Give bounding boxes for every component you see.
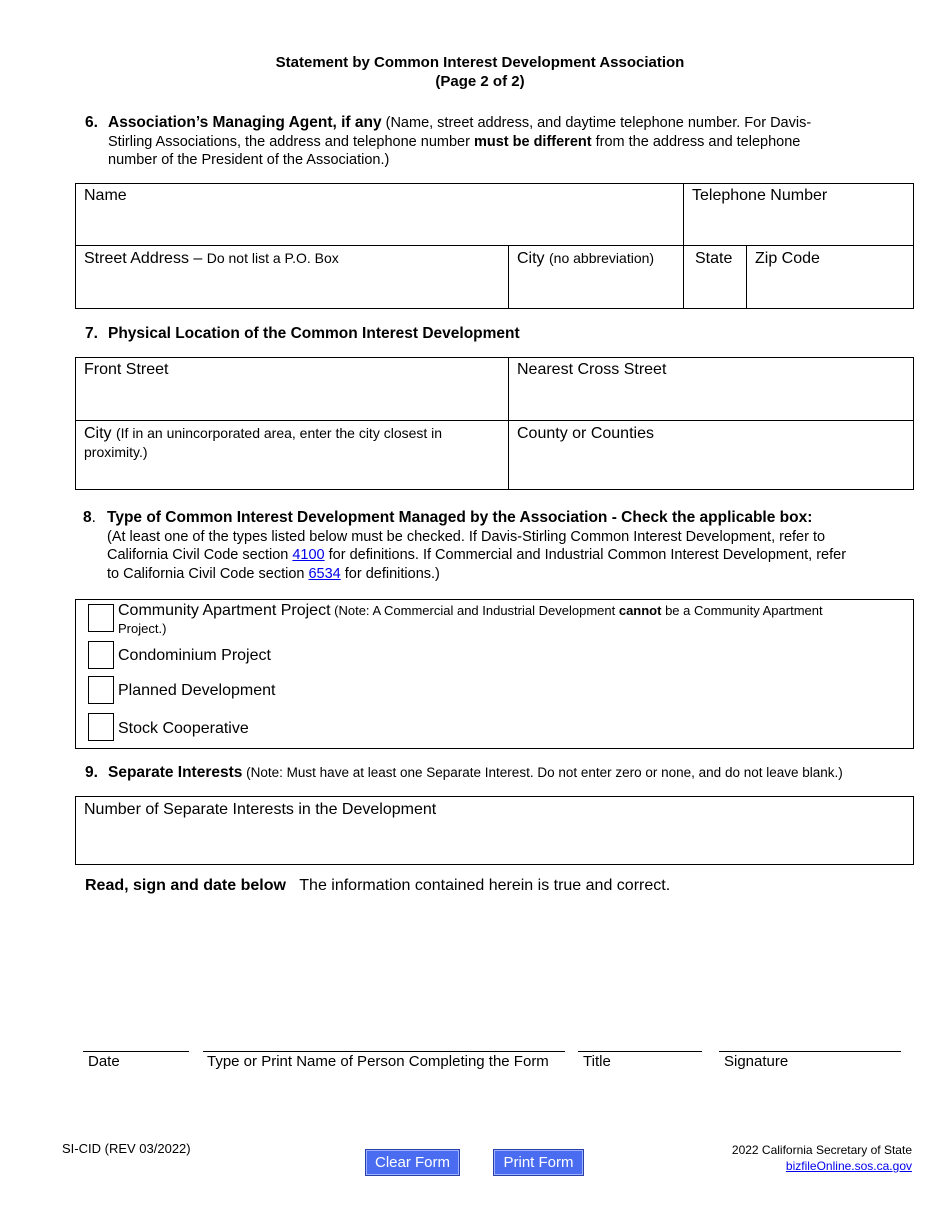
section-9-heading	[108, 764, 928, 783]
form-revision: SI-CID (REV 03/2022)	[62, 1141, 191, 1156]
location-city-note: (If in an unincorporated area, enter the city closest in	[116, 425, 443, 441]
section-8-number: 8.	[83, 509, 96, 526]
name-line[interactable]	[203, 1051, 565, 1052]
section-6-note-d: number of the President of the Association.)	[108, 152, 390, 168]
community-apartment-checkbox[interactable]	[88, 604, 114, 632]
signature-statement: The information contained herein is true and correct.	[299, 877, 671, 894]
agent-phone-label: Telephone Number	[692, 187, 828, 204]
section-9-number: 9.	[85, 764, 98, 781]
agent-city-field[interactable]	[509, 246, 683, 308]
section-8-note-2a: California Civil Code section	[107, 547, 293, 563]
section-9-title: Separate Interests	[108, 764, 243, 781]
front-street-field[interactable]	[76, 357, 507, 419]
condominium-label: Condominium Project	[118, 647, 271, 664]
agent-state-label: State	[695, 250, 733, 267]
section-8-heading	[107, 509, 907, 583]
community-apartment-label: Community Apartment Project	[118, 602, 331, 619]
section-9-note: (Note: Must have at least one Separate Interest. Do not enter zero or none, and do not leave blank.)	[242, 765, 843, 780]
print-form-button[interactable]: Print Form	[493, 1149, 584, 1176]
community-apartment-note-end: Project.)	[118, 621, 167, 636]
clear-form-button[interactable]: Clear Form	[365, 1149, 460, 1176]
section-8-note-3a: to California Civil Code section	[107, 565, 309, 582]
signature-line[interactable]	[719, 1051, 901, 1052]
section-6-title: Association’s Managing Agent, if any	[108, 114, 382, 131]
agent-street-field[interactable]	[76, 246, 507, 308]
section-7-heading	[108, 325, 520, 344]
separate-interests-label: Number of Separate Interests in the Development	[84, 801, 437, 818]
location-city-note-2: proximity.)	[84, 444, 148, 460]
cross-street-field[interactable]	[509, 357, 913, 419]
planned-development-checkbox[interactable]	[88, 676, 114, 704]
county-field[interactable]	[509, 421, 913, 489]
agent-state-field[interactable]	[684, 246, 746, 308]
section-6-note-a: (Name, street address, and daytime telephone number. For Davis-	[381, 115, 812, 131]
civil-code-4100-link[interactable]: 4100	[292, 547, 325, 563]
agent-phone-field[interactable]	[684, 183, 913, 245]
agent-zip-field[interactable]	[747, 246, 913, 308]
civil-code-6534-link[interactable]: 6534	[308, 565, 341, 582]
section-7-number: 7.	[85, 325, 98, 342]
form-title: Statement by Common Interest Development Association	[275, 54, 685, 71]
agent-street-label: Street Address –	[84, 250, 207, 267]
county-label: County or Counties	[517, 425, 654, 442]
cross-street-label: Nearest Cross Street	[517, 361, 667, 378]
stock-cooperative-label: Stock Cooperative	[118, 720, 249, 737]
signature-instructions	[85, 877, 670, 895]
section-8-note-3b: for definitions.)	[340, 565, 440, 582]
agent-city-note: (no abbreviation)	[549, 250, 655, 266]
separate-interests-field[interactable]	[76, 797, 913, 864]
location-city-label: City	[84, 425, 116, 442]
bizfile-online-link[interactable]: bizfileOnline.sos.ca.gov	[785, 1159, 912, 1173]
stock-cooperative-checkbox[interactable]	[88, 713, 114, 741]
section-7-title: Physical Location of the Common Interest Development	[108, 325, 520, 342]
section-6-heading	[108, 114, 908, 170]
copyright-text: 2022 California Secretary of State	[731, 1143, 912, 1157]
signature-heading: Read, sign and date below	[85, 877, 286, 894]
title-label: Title	[583, 1053, 611, 1070]
agent-zip-label: Zip Code	[755, 250, 820, 267]
agent-name-field[interactable]	[76, 183, 682, 245]
footer-agency	[732, 1142, 912, 1174]
section-6-note-b: Stirling Associations, the address and telephone number	[108, 133, 474, 150]
community-apartment-note: (Note: A Commercial and Industrial Development cannot be a Community Apartment	[330, 603, 823, 618]
printed-name-label: Type or Print Name of Person Completing the Form	[207, 1053, 549, 1070]
section-6-note-bold: must be different	[473, 133, 592, 150]
front-street-label: Front Street	[84, 361, 169, 378]
section-8-note-2b: for definitions. If Commercial and Industrial Common Interest Development, refer	[324, 547, 847, 563]
agent-name-label: Name	[84, 187, 127, 204]
section-8-title: Type of Common Interest Development Managed by the Association - Check the applicable box:	[107, 509, 813, 526]
date-label: Date	[88, 1053, 120, 1070]
condominium-checkbox[interactable]	[88, 641, 114, 669]
date-line[interactable]	[83, 1051, 189, 1052]
agent-city-label: City	[517, 250, 549, 267]
title-line[interactable]	[578, 1051, 702, 1052]
community-apartment-option	[118, 602, 908, 638]
location-city-field[interactable]	[76, 421, 507, 489]
agent-street-note: Do not list a P.O. Box	[206, 250, 339, 266]
section-6-note-c: from the address and telephone	[591, 133, 801, 150]
signature-label: Signature	[724, 1053, 789, 1070]
planned-development-label: Planned Development	[118, 682, 276, 699]
section-6-number: 6.	[85, 114, 98, 131]
section-8-note-1: (At least one of the types listed below must be checked. If Davis-Stirling Common Interest Development, refer to	[107, 528, 826, 545]
page-indicator: (Page 2 of 2)	[435, 73, 525, 90]
